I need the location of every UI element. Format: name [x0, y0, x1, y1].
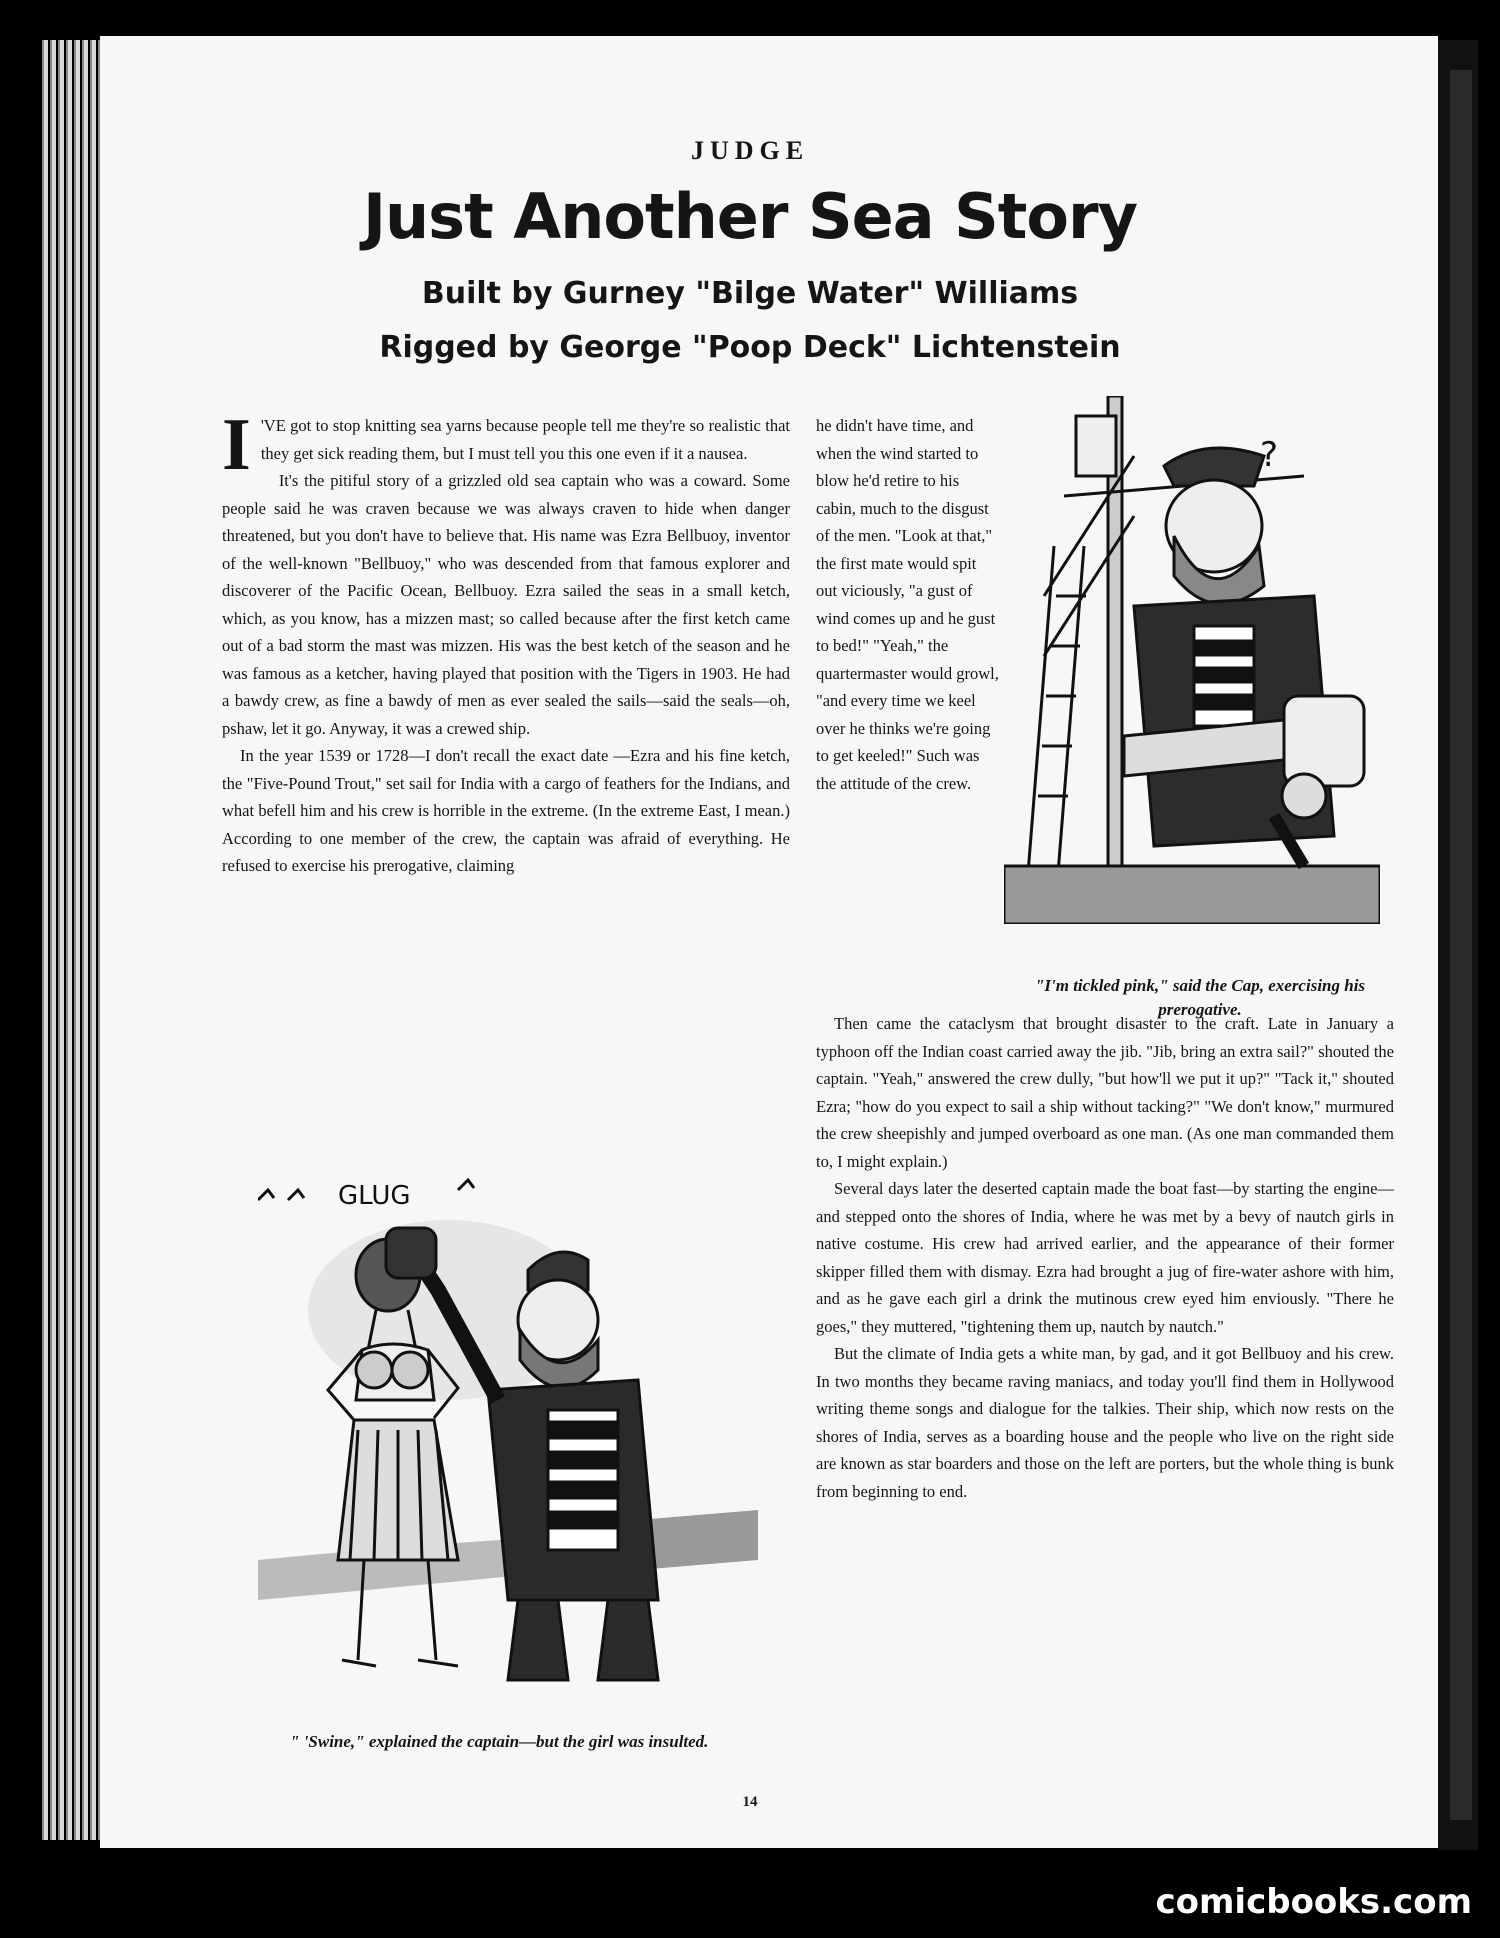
paragraph-opening	[222, 404, 790, 486]
paragraph: Several days later the deserted captain made the boat fast—by starting the engine—and stepped onto the shores of India, where he was met by a bevy of nautch girls in native costume. His crew had arrived earlier, and the appearance of their former skipper filled them with dismay. Ezra had brought a jug of fire-water ashore with him, and as he gave each girl a drink the mutinous crew eyed him enviously. "There he goes," they muttered, "tightening them up, nautch by nautch."	[816, 1179, 1394, 1336]
question-mark-sound: ?	[1260, 435, 1279, 475]
illustrator-credit: Rigged by George "Poop Deck" Lichtenstein	[379, 330, 1121, 365]
text-column-left	[222, 404, 790, 880]
sound-effect: GLUG	[338, 1181, 411, 1211]
paragraph: But the climate of India gets a white man, by gad, and it got Bellbuoy and his crew. In two months they became raving maniacs, and today you'll find them in Hollywood writing theme songs and dialogue for the talkies. Their ship, which now rests on the shores of India, serves as a boarding house and the people who live on the right side are known as star boarders and those on the left are porters, but the whole thing is bunk from beginning to end.	[816, 1344, 1394, 1501]
site-watermark: comicbooks.com	[1155, 1882, 1472, 1922]
paragraph: In the year 1539 or 1728—I don't recall the exact date —Ezra and his fine ketch, the "Five-Pound Trout," set sail for India with a cargo of feathers for the Indians, and what befell him and his crew is horrible in the extreme. (In the extreme East, I mean.) According to one member of the crew, the captain was afraid of everything. He refused to exercise his prerogative, claiming	[222, 746, 790, 875]
paragraph: Then came the cataclysm that brought disaster to the craft. Late in January a typhoon off the Indian coast carried away the jib. "Jib, bring an extra sail?" shouted the captain. "Yeah," answered the crew dully, "but how'll we put it up?" "Tack it," shouted Ezra; "how do you expect to sail a ship without tacking?" "We don't know," murmured the crew sheepishly and jumped overboard as one man. (As one man commanded them to, I might explain.)	[816, 1014, 1394, 1171]
text-column-narrow	[816, 412, 1000, 797]
author-credit: Built by Gurney "Bilge Water" Williams	[421, 276, 1079, 311]
magazine-name: JUDGE	[690, 136, 810, 165]
paragraph-opening-text: 'VE got to stop knitting sea yarns because people tell me they're so realistic that they get sick reading them, but I must tell you this one even if it a nausea.	[260, 416, 790, 463]
text-column-right	[816, 1010, 1394, 1505]
cartoon-caption-right: "I'm tickled pink," said the Cap, exercising his prerogative.	[1034, 976, 1366, 1019]
cartoon-captain-at-wheel	[1004, 396, 1380, 924]
paragraph: he didn't have time, and when the wind started to blow he'd retire to his cabin, much to the disgust of the men. "Look at that," the first mate would spit out viciously, "a gust of wind comes up and he gust to bed!" "Yeah," the quartermaster would growl, "and every time we keel over he thinks we're going to get keeled!" Such was the attitude of the crew.	[816, 416, 999, 793]
story-title: Just Another Sea Story	[362, 180, 1138, 253]
cartoon-caption-left: " 'Swine," explained the captain—but the girl was insulted.	[290, 1732, 709, 1751]
paragraph: It's the pitiful story of a grizzled old sea captain who was a coward. Some people said he was craven because we was always craven to hide when danger threatened, but you don't have to believe that. His name was Ezra Bellbuoy, inventor of the well-known "Bellbuoy," who was descended from that famous explorer and discoverer of the Pacific Ocean, Bellbuoy. Ezra sailed the seas in a small ketch, which, as you know, has a mizzen mast; so called because after the first ketch came out of a bad storm the mast was mizzen. His was the best ketch of the season and he was famous as a ketcher, having played that position with the Tigers in 1903. He had a bawdy crew, as fine a bawdy of men as ever sealed the sails—said the seals—oh, pshaw, let it go. Anyway, it was a crewed ship.	[222, 471, 790, 738]
page-number: 14	[742, 1794, 758, 1810]
cartoon-captain-and-girl	[258, 1160, 788, 1720]
drop-cap: I	[222, 404, 251, 486]
